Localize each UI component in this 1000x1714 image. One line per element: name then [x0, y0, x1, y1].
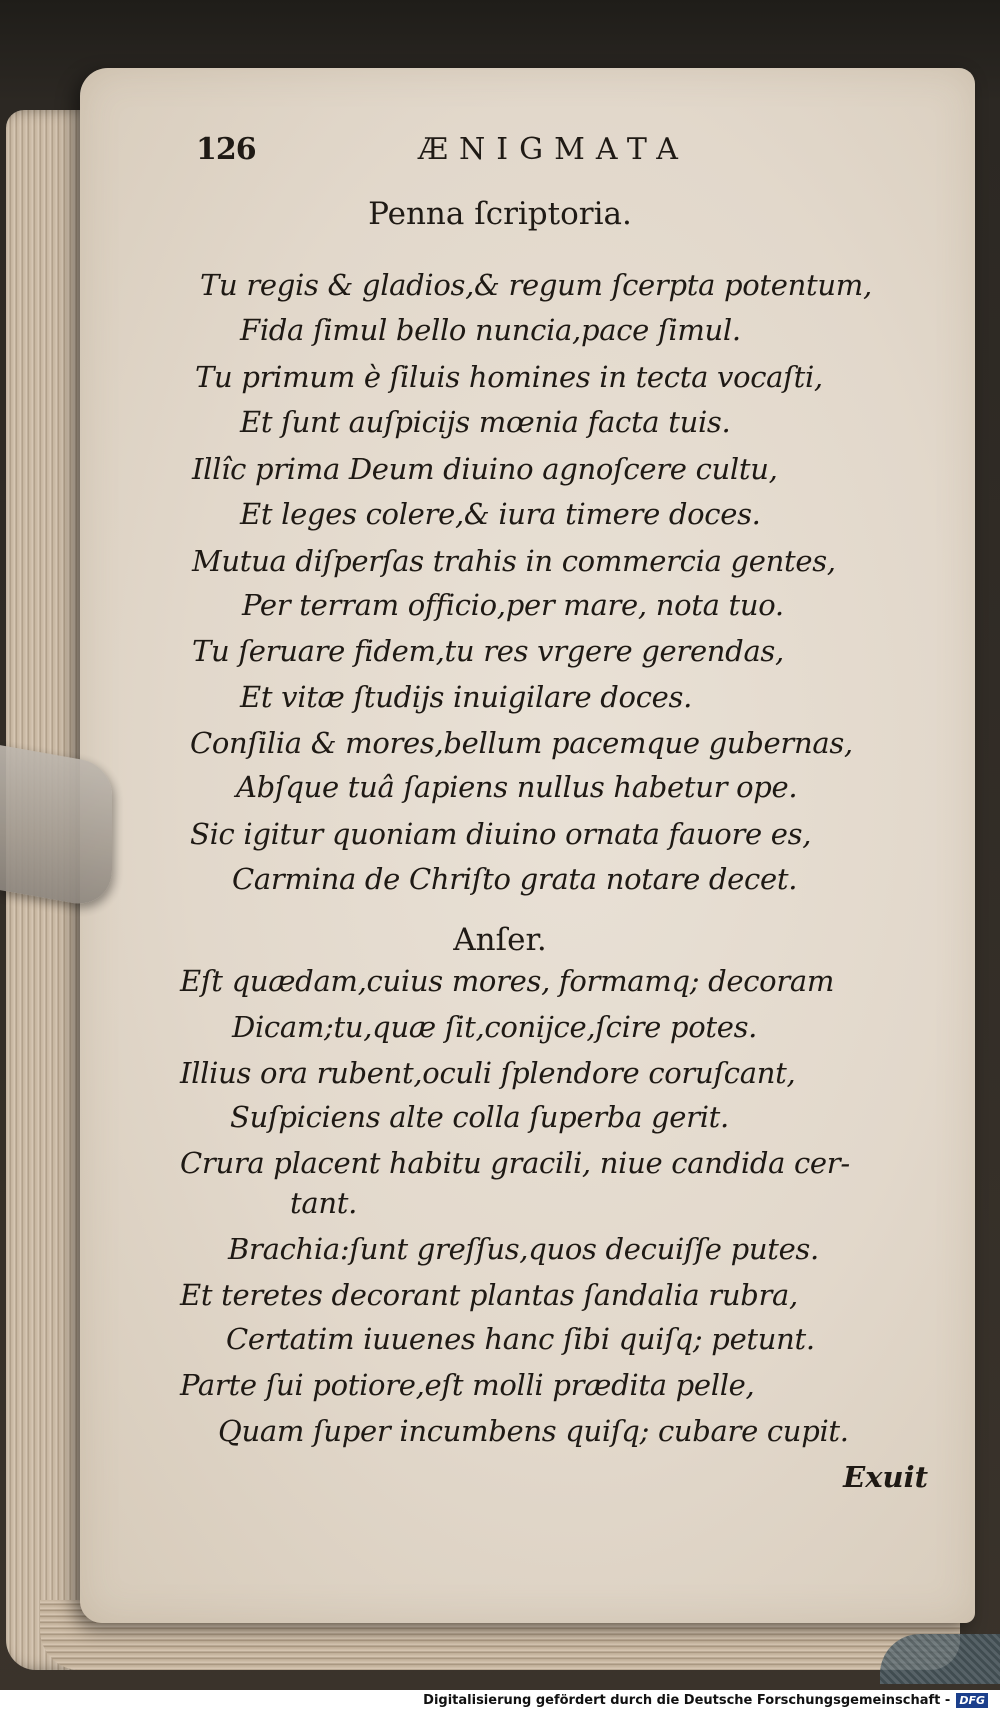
verse-line: Abſque tuâ ſapiens nullus habetur ope. [236, 770, 798, 804]
digitization-footer [0, 1690, 1000, 1714]
poem-title: Anſer. [453, 922, 547, 958]
verse-line: Parte ſui potiore,eſt molli prædita pelle, [180, 1368, 755, 1402]
catchword: Exuit [843, 1460, 928, 1494]
verse-line: Et leges colere,& iura timere doces. [240, 497, 761, 531]
verse-line: Dicam;tu,quæ ſit,conijce,ſcire potes. [232, 1010, 758, 1044]
verse-line: Suſpiciens alte colla ſuperba gerit. [230, 1100, 729, 1134]
verse-line: Et ſunt auſpicijs mœnia facta tuis. [240, 405, 731, 439]
verse-line: Per terram officio,per mare, nota tuo. [242, 588, 784, 622]
verse-line: Tu primum è ſiluis homines in tecta vocaſti, [195, 360, 823, 394]
verse-line: Illîc prima Deum diuino agnoſcere cultu, [192, 452, 778, 486]
verse-line: Illius ora rubent,oculi ſplendore coruſcant, [180, 1056, 796, 1090]
footer-credit-text: Digitalisierung gefördert durch die Deutsche Forschungsgemeinschaft - [423, 1693, 951, 1708]
bookmark-clip [0, 745, 112, 910]
verse-line: Tu regis & gladios,& regum ſcerpta potentum, [200, 268, 872, 302]
binding-cloth-corner [880, 1634, 1000, 1684]
verse-line: Fida ſimul bello nuncia,pace ſimul. [240, 313, 741, 347]
page-number: 126 [196, 132, 256, 167]
verse-line: Carmina de Chriſto grata notare decet. [232, 862, 798, 896]
verse-line: Et teretes decorant plantas ſandalia rubra, [180, 1278, 798, 1312]
verse-line: Tu ſeruare fidem,tu res vrgere gerendas, [192, 634, 784, 668]
verse-line: Crura placent habitu gracili, niue candida cer- [180, 1146, 850, 1180]
running-head [0, 132, 1000, 176]
dfg-logo-icon: DFG [956, 1693, 988, 1708]
verse-line: Quam ſuper incumbens quiſq; cubare cupit. [218, 1414, 849, 1448]
running-title: ÆNIGMATA [418, 132, 689, 167]
verse-line: Mutua diſperſas trahis in commercia gentes, [192, 544, 836, 578]
verse-line: Conſilia & mores,bellum pacemque gubernas, [190, 726, 853, 760]
verse-line: Et vitæ ſtudijs inuigilare doces. [240, 680, 693, 714]
verse-line: Sic igitur quoniam diuino ornata fauore es, [190, 817, 812, 851]
verse-line: Brachia:ſunt greſſus,quos decuiſſe putes. [228, 1232, 819, 1266]
verse-line: Eſt quædam,cuius mores, formamq; decoram [180, 964, 835, 998]
verse-line: tant. [290, 1186, 357, 1220]
poem-title: Penna ſcriptoria. [368, 196, 632, 232]
verse-line: Certatim iuuenes hanc ſibi quiſq; petunt. [226, 1322, 815, 1356]
footer-credit [423, 1693, 988, 1708]
